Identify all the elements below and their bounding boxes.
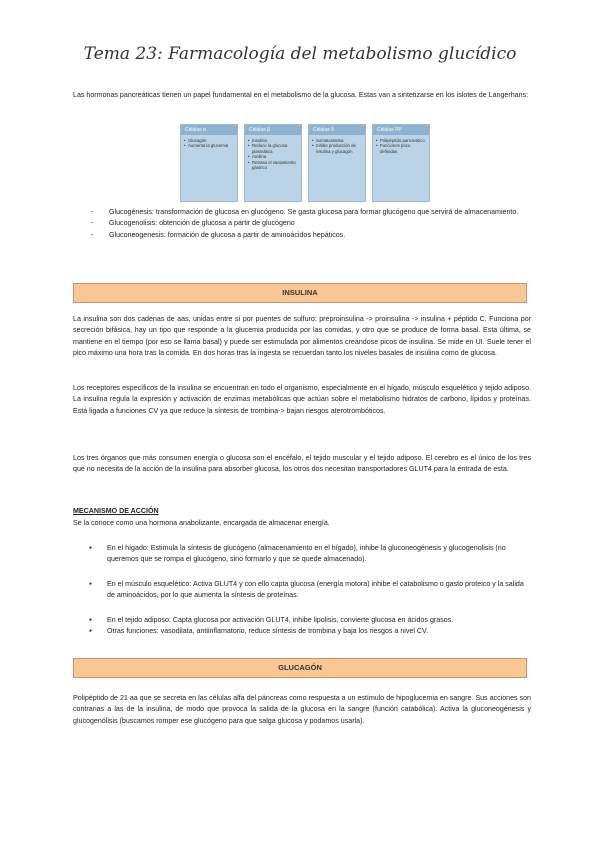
cell-alpha-head: Células α bbox=[181, 125, 237, 135]
mechanism-item-muscle: ● En el músculo esquelético: Activa GLUT4 y con ello capta glucosa (energía motora) inhibe el catabolismo o gasto proteico y la salida de aminoácidos, por lo que aumenta la síntesis de proteínas. bbox=[89, 579, 531, 602]
cells-diagram bbox=[180, 124, 430, 202]
definition-item: - Glucogénesis: transformación de glucosa en glucógeno. Se gasta glucosa para formar glucógeno que servirá de almacenamiento. bbox=[91, 207, 531, 218]
mechanism-list bbox=[89, 543, 531, 637]
definitions-list bbox=[91, 207, 531, 241]
cell-beta-item: • Insulina bbox=[248, 138, 298, 143]
cell-beta-head: Células β bbox=[245, 125, 301, 135]
cell-beta-box bbox=[244, 124, 302, 202]
mechanism-item-other: ● Otras funciones: vasodilata, antiinflamatorio, reduce síntesis de trombina y baja los riesgos a nivel CV. bbox=[89, 626, 531, 637]
mechanism-intro: Se la conoce como una hormona anabolizante, encargada de almacenar energía. bbox=[73, 519, 330, 527]
cell-delta-item: • Inhibe producción de insulina y glucagón bbox=[312, 143, 362, 154]
cell-beta-item: • Retrasa el vaciamiento gástrico bbox=[248, 160, 298, 171]
definition-item: - Glucogenolisis: obtención de glucosa a partir de glucógeno bbox=[91, 218, 531, 229]
insulina-paragraph-1: La insulina son dos cadenas de aas, unidas entre sí por puentes de sulfuro: preproinsulina -> proinsulina -> insulina + péptido C. Funciona por secreción bifásica, hay un tipo que responde a la glucemia producida por las comidas, y otro que se produce de forma basal. Esta última, se mantiene en el tiempo (por eso se llama basal) y puede ser estimulada por alimentos creándose picos de insulina. Se mide en UI. Suele tener el pico máximo una hora tras la comida. En dos horas tras la ingesta se recuerdan tanto los niveles basales de insulina como de glucosa. bbox=[73, 315, 531, 358]
cell-alpha-item: • Glucagón bbox=[184, 138, 234, 143]
cell-alpha-item: • Aumenta la glucemia bbox=[184, 143, 234, 148]
cell-delta-item: • Somatostatina bbox=[312, 138, 362, 143]
mechanism-title: MECANISMO DE ACCIÓN bbox=[73, 507, 159, 515]
cell-beta-item: • Amilina bbox=[248, 154, 298, 159]
intro-paragraph: Las hormonas pancreáticas tienen un papel fundamental en el metabolismo de la glucosa. Estas van a sintetizarse en los islotes de Langerhans: bbox=[73, 91, 529, 99]
insulina-paragraph-3: Los tres órganos que más consumen energía o glucosa son el encéfalo, el tejido muscular y el tejido adiposo. El cerebro es el único de los tres que no necesita de la acción de la insulina para absorber glucosa, los otros dos necesitan transportadores GLUT4 para la entrada de esta. bbox=[73, 454, 531, 474]
cell-beta-item: • Reduce la glucosa plasmática bbox=[248, 143, 298, 154]
cell-pp-item: • Polipéptido pancreático bbox=[376, 138, 426, 143]
cell-alpha-box bbox=[180, 124, 238, 202]
mechanism-item-liver: ● En el hígado: Estimula la síntesis de glucógeno (almacenamiento en el hígado), inhibe la gluconeogénesis y glucogenolisis (no queremos que se rompa el glucógeno, sino formarlo y que se quede almacenado). bbox=[89, 543, 531, 566]
definition-item: - Gluconeogenesis: formación de glucosa a partir de aminoácidos hepáticos. bbox=[91, 230, 531, 241]
glucagon-heading: GLUCAGÓN bbox=[73, 658, 527, 678]
cell-pp-box bbox=[372, 124, 430, 202]
insulina-paragraph-2: Los receptores específicos de la insulina se encuentran en todo el organismo, especialmente en el hígado, músculo esquelético y tejido adiposo. La insulina regula la expresión y activación de enzimas metabólicas que actúan sobre el metabolismo hidratos de carbono, lípidos y proteínas. Está ligada a funciones CV ya que reduce la síntesis de trombina-> bajan riesgos aterotrombóticos. bbox=[73, 384, 531, 415]
insulina-heading: INSULINA bbox=[73, 283, 527, 303]
cell-delta-box bbox=[308, 124, 366, 202]
page-title: Tema 23: Farmacología del metabolismo glucídico bbox=[83, 44, 517, 64]
cell-delta-head: Células δ bbox=[309, 125, 365, 135]
mechanism-item-adipose: ● En el tejido adiposo: Capta glucosa por activación GLUT4, inhibe lipolisis, convierte glucosa en ácidos grasos. bbox=[89, 615, 531, 626]
cell-pp-item: • Funciones poco definidas bbox=[376, 143, 426, 154]
glucagon-paragraph: Polipéptido de 21 aa que se secreta en las células alfa del páncreas como respuesta a un estímulo de hipoglucemia en sangre. Sus acciones son contrarias a las de la insulina, de modo que provoca la salida de la glucosa en la sangre (función catabólica). Activa la gluconeogénesis y glucogenólisis (buscamos romper ese glucógeno para que salga glucosa y podamos usarla). bbox=[73, 694, 531, 725]
cell-pp-head: Células PP bbox=[373, 125, 429, 135]
